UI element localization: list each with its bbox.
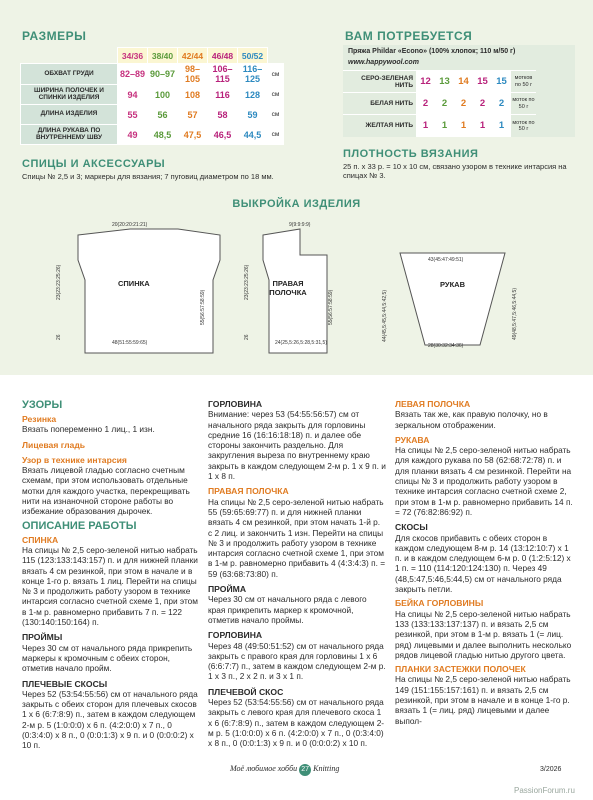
cell: 15 (473, 71, 492, 93)
planki-text: На спицы № 2,5 серо-зеленой нитью набрать 149 (151:155:157:161) п. и вязать 2,5 см резинкой, при этом в начале и в конце 1-го р. вязать 1 (= лиц. ряд) лицевыми и далее выпол- (395, 674, 571, 726)
back-low-dim: 26 (56, 334, 62, 340)
skosy3-heading: СКОСЫ (395, 522, 428, 533)
skos-heading: ПЛЕЧЕВОЙ СКОС (208, 686, 284, 697)
size-3: 42/44 (178, 48, 208, 64)
gorlovina2-heading: ГОРЛОВИНА (208, 630, 263, 641)
footer-magazine (230, 764, 339, 776)
yarn-line: Пряжа Phildar «Econo» (100% хлопок; 110 м/50 г) (348, 48, 516, 55)
gladj-heading: Лицевая гладь (22, 439, 86, 450)
cell: 46,5 (208, 125, 238, 145)
cell: 14 (454, 71, 473, 93)
rukav-heading: РУКАВА (395, 434, 430, 445)
cell: 56 (148, 105, 178, 125)
size-5: 50/52 (238, 48, 268, 64)
row-label: ШИРИНА ПОЛОЧЕК И СПИНКИ ИЗДЕЛИЯ (21, 85, 118, 105)
proimy-text: Через 30 см от начального ряда прикрепить маркеры к кромочным с обеих сторон, отметив начало пройм. (22, 642, 193, 674)
cell: 1 (492, 115, 511, 137)
cell: 82–89 (118, 64, 148, 85)
sizes-row (21, 105, 284, 125)
density-text: 25 п. х 33 р. = 10 х 10 см, связано узором в технике интарсия на спицах № 3. (343, 162, 567, 180)
cell: 116 (208, 85, 238, 105)
sleeve-label: РУКАВ (440, 280, 465, 289)
proima-text: Через 30 см от начального ряда с левого края прикрепить маркер к кромочной, отметив начало проймы. (208, 594, 367, 625)
spinka-heading: СПИНКА (22, 534, 59, 545)
front-side-dim: 55(56:57:58:59) (328, 289, 334, 325)
cell: 98–105 (178, 64, 208, 85)
front-bottom-dim: 24(25,5:26,5:28,5:31,5) (275, 340, 327, 346)
unit: моток по 50 г (511, 115, 536, 137)
sleeve-top-dim: 43(45:47:49:51) (428, 257, 464, 263)
rukav-text: На спицы № 2,5 серо-зеленой нитью набрать для каждого рукава по 58 (62:68:72:78) п. и для планки вязать 4 см резинкой. Перейти на спицы № 3 и продолжить работу узором в технике интарсия согласно счетной схеме 2, при этом в 1-м р. равномерно прибавить 14 п. = 72 (76:82:86:92) п. (395, 445, 573, 517)
sleeve-bottom-dim: 28(30:32:34:36) (428, 343, 464, 349)
cell: 1 (454, 115, 473, 137)
sizes-row (21, 125, 284, 145)
proimy-heading: ПРОЙМЫ (22, 632, 63, 643)
sizes-row (21, 64, 284, 85)
planki-heading: ПЛАНКИ ЗАСТЕЖКИ ПОЛОЧЕК (395, 664, 526, 675)
pattern-title: ВЫКРОЙКА ИЗДЕЛИЯ (232, 198, 361, 210)
back-label: СПИНКА (118, 279, 150, 288)
cell: 2 (473, 93, 492, 115)
skosy-heading: ПЛЕЧЕВЫЕ СКОСЫ (22, 678, 108, 689)
intarsia-text: Вязать лицевой гладью согласно счетным схемам, при этом использовать отдельные мотки для каждого участка, перекрещивать нити на изнаночной стороне работы во избежание образования дырочек. (22, 465, 190, 517)
row-label: ДЛИНА ИЗДЕЛИЯ (21, 105, 118, 125)
needles-title: СПИЦЫ И АКСЕССУАРЫ (22, 158, 166, 170)
column-1 (22, 396, 198, 752)
front-arm-dim: 23(23:23:25:26) (244, 264, 250, 300)
cell: 100 (148, 85, 178, 105)
levaya-heading: ЛЕВАЯ ПОЛОЧКА (395, 399, 471, 409)
cell: 49 (118, 125, 148, 145)
yarn-row (343, 115, 536, 137)
cell: 13 (435, 71, 454, 93)
size-2: 38/40 (148, 48, 178, 64)
back-bottom-dim: 48(51:55:59:65) (112, 340, 148, 346)
gorlovina-heading: ГОРЛОВИНА (208, 399, 263, 409)
cell: 2 (416, 93, 435, 115)
sleeve-left-dim: 44(45,5:45,5:44,5:42,5) (382, 290, 388, 342)
back-arm-dim: 23(23:23:25:26) (56, 264, 62, 300)
cell: 12 (416, 71, 435, 93)
rezinka-heading: Резинка (22, 414, 57, 424)
row-label: ОБХВАТ ГРУДИ (21, 64, 118, 85)
back-top-dim: 20(20:20:21:21) (112, 222, 148, 228)
issue-number: 3/2026 (540, 766, 562, 773)
cell: 106–115 (208, 64, 238, 85)
front-low-dim: 26 (244, 334, 250, 340)
cell: 1 (473, 115, 492, 137)
cell: 58 (208, 105, 238, 125)
front-label: ПРАВАЯ ПОЛОЧКА (269, 279, 307, 297)
skosy-text: Через 52 (53:54:55:56) см от начального ряда закрыть с обеих сторон для плечевых скосов 1 х 6 (6:7:8:9) п., затем в каждом следующем 2-м р. 5 (1:0:0:0) х 6 п. (4:2:0:0) х 7 п., 0 (0:3:4:0) х 8 п., 0 (0:0:1:3) х 9 п. и 0 (0:0:0:2) х 10 п. (22, 688, 198, 751)
needs-title: ВАМ ПОТРЕБУЕТСЯ (345, 29, 473, 43)
unit: см (268, 125, 284, 145)
unit: см (268, 105, 284, 125)
cell: 94 (118, 85, 148, 105)
knitting-label: Knitting (313, 764, 340, 773)
rezinka-text: Вязать попеременно 1 лиц., 1 изн. (22, 424, 155, 435)
front-top-dim: 9(9:9:9:9) (289, 222, 311, 228)
yarn-table (343, 70, 536, 137)
skosy3-text: Для скосов прибавить с обеих сторон в каждом следующем 8-м р. 14 (13:12:10:7) х 1 п. и в каждом следующем 6-м р. 0 (1:2:5:12) х 1 п. = 110 (114:120:124:130) п. Через 49 (48,5:47,5:46,5:44,5) см от начального ряда закрыть петли. (395, 532, 571, 595)
column-2 (208, 396, 386, 750)
intarsia-heading: Узор в технике интарсия (22, 454, 127, 465)
levaya-text: Вязать так же, как правую полочку, но в зеркальном отображении. (395, 409, 548, 430)
row-label: ДЛИНА РУКАВА ПО ВНУТРЕННЕМУ ШВУ (21, 125, 118, 145)
density-title: ПЛОТНОСТЬ ВЯЗАНИЯ (343, 148, 479, 160)
pravaya-text: На спицы № 2,5 серо-зеленой нитью набрать 55 (59:65:69:77) п. и для нижней планки вязать 4 см резинкой, при этом начать 1-й р. с 2 лиц. и закончить 1 изн. Перейти на спицы № 3 и продолжить работу узором в технике интарсия согласно счетной схеме 1, при этом в 1-м р. равномерно прибавить 4 (4:3:4:3) п. = 59 (63:68:73:80) п. (208, 496, 386, 579)
yarn-row (343, 93, 536, 115)
gorlovina-text: Внимание: через 53 (54:55:56:57) см от начального ряда закрыть для горловины средние 16 (16:16:18:18) п. и далее обе стороны закончить раздельно. Для закругления выреза по внутреннему краю закрыть в каждом следующем 2-м р. 1 х 9 п. и 1 х 8 п. (208, 409, 386, 482)
unit: моток по 50 г (511, 93, 536, 115)
sizes-header-row (21, 48, 284, 64)
needles-text: Спицы № 2,5 и 3; маркеры для вязания; 7 пуговиц диаметром по 18 мм. (22, 172, 274, 181)
cell: 108 (178, 85, 208, 105)
yarn-label: БЕЛАЯ НИТЬ (343, 93, 416, 115)
cell: 1 (416, 115, 435, 137)
page-number: 27 (299, 764, 311, 776)
cell: 44,5 (238, 125, 268, 145)
cell: 2 (492, 93, 511, 115)
cell: 116–125 (238, 64, 268, 85)
cell: 48,5 (148, 125, 178, 145)
column-3 (395, 396, 577, 727)
size-4: 46/48 (208, 48, 238, 64)
proima-heading: ПРОЙМА (208, 584, 247, 595)
cell: 57 (178, 105, 208, 125)
spinka-text: На спицы № 2,5 серо-зеленой нитью набрать 115 (123:133:143:157) п. и для нижней планки вязать 4 см резинкой, при этом в начале и в конце 1-го р. вязать 1 лиц. Перейти на спицы № 3 и продолжить работу узором в технике интарсия согласно счетной схеме 1, при этом в 1-м р. равномерно прибавить 7 п. = 122 (130:140:150:164) п. (22, 544, 198, 628)
unit: мотков по 50 г (511, 71, 536, 93)
cell: 47,5 (178, 125, 208, 145)
skos-text: Через 52 (53:54:55:56) см от начального ряда закрыть с левого края для плечевого скоса 1 х 6 (6:7:8:9) п., затем в каждом следующем 2-м р. 5 (1:0:0:0) х 6 п. (4:2:0:0) х 7 п., 0 (0:3:4:0) х 8 п., 0 (0:0:1:3) х 9 п. и 0 (0:0:0:2) х 10 п. (208, 697, 385, 749)
watermark: PassionForum.ru (514, 786, 575, 795)
back-side-dim: 55(56:57:58:59) (200, 289, 206, 325)
cell: 2 (435, 93, 454, 115)
cell: 128 (238, 85, 268, 105)
sleeve-side-dim: 49(48,5:47,5:46,5:44,5) (512, 288, 518, 340)
beika-heading: БЕЙКА ГОРЛОВИНЫ (395, 598, 484, 609)
cell: 2 (454, 93, 473, 115)
yarn-label: ЖЕЛТАЯ НИТЬ (343, 115, 416, 137)
gorlovina2-text: Через 48 (49:50:51:52) см от начального ряда закрыть с правого края для горловины 1 х 6 (6:6:7:7) п., затем в каждом следующем 2-м р. 1 х 3 п., 2 х 2 п. и 3 х 1 п. (208, 640, 386, 682)
unit: см (268, 85, 284, 105)
cell: 55 (118, 105, 148, 125)
beika-text: На спицы № 2,5 серо-зеленой нитью набрать 133 (133:133:137:137) п. и вязать 2,5 см резинкой, при этом в 1-м р. вязать 1 (= лиц. ряд) лицевыми и далее выполнить несколько рядов лицевой гладью нитью другого цвета. (395, 608, 572, 660)
opis-heading: ОПИСАНИЕ РАБОТЫ (22, 519, 137, 532)
size-1: 34/36 (118, 48, 148, 64)
uzory-heading: УЗОРЫ (22, 399, 63, 411)
pravaya-heading: ПРАВАЯ ПОЛОЧКА (208, 486, 289, 497)
sizes-row (21, 85, 284, 105)
sizes-title: РАЗМЕРЫ (22, 29, 87, 43)
yarn-url: www.happywool.com (348, 59, 419, 66)
sizes-table (20, 47, 284, 145)
yarn-row (343, 71, 536, 93)
magazine-name: Моё любимое хобби (230, 764, 298, 773)
cell: 15 (492, 71, 511, 93)
cell: 90–97 (148, 64, 178, 85)
yarn-label: СЕРО-ЗЕЛЕНАЯ НИТЬ (343, 71, 416, 93)
cell: 1 (435, 115, 454, 137)
cell: 59 (238, 105, 268, 125)
unit: см (268, 64, 284, 85)
